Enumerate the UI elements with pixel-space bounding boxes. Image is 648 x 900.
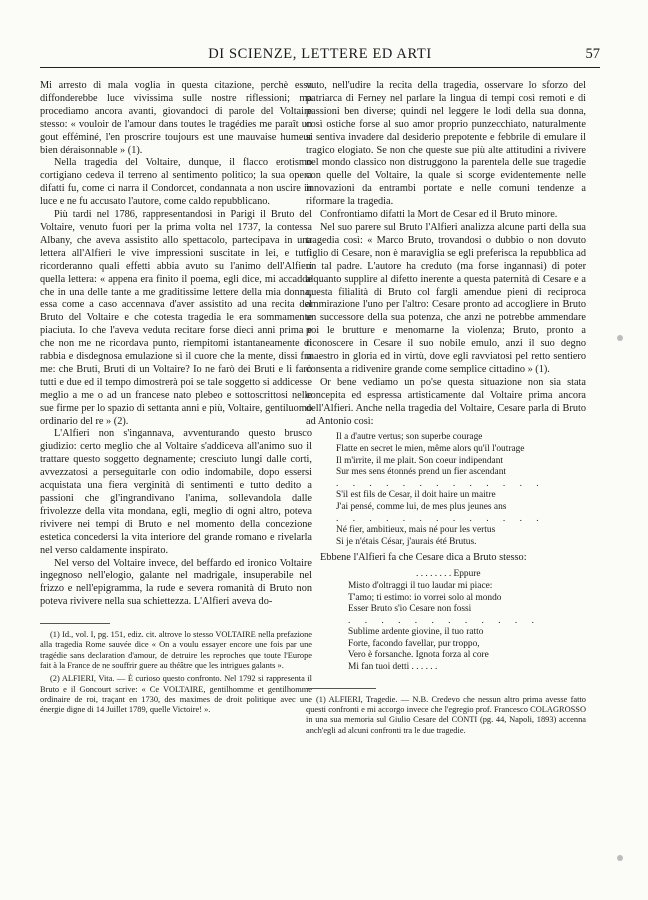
right-paragraph-2: Confrontiamo difatti la Mort de Cesar ed il Bruto minore. <box>320 209 558 221</box>
right-paragraph-3: Nel suo parere sul Bruto l'Alfieri analizza alcune parti della sua tragedia così: « Marco Bruto, trovandosi o dubbio o non dovuto figlio di Cesare, non è maraviglia se egli preferisca la repubblica ad un tal padre. L'autore ha creduto (ma forse ingannasi) di poter alquanto supplire al difetto inerente a questa paternità di Cesare e a questa filialità di Bruto col fargli amendue pieni di reciproca ammirazione l'uno per l'altro: Cesare pronto ad accogliere in Bruto un successore della sua potenza, che anzi ne potrebbe ammendare poi le brutture e menomarne la violenza; Bruto, pronto a riconoscere in Cesare il suo nobile emulo, anzi il suo degno maestro in gloria ed in virtù, dove egli ravviatosi pel retto sentiero consenta a ridivenire grande come semplice cittadino » (1). <box>306 221 586 375</box>
verse-line: Flatte en secret le mien, même alors qu'il l'outrage <box>336 444 525 455</box>
verse-word: Eppure <box>453 569 481 580</box>
running-title: DI SCIENZE, LETTERE ED ARTI <box>208 46 432 62</box>
left-column <box>40 80 312 719</box>
verse-line: Forte, facondo favellar, pur troppo, <box>348 638 480 649</box>
verse-line: Il m'irrite, il me plait. Son coeur indipendant <box>336 455 504 466</box>
verse-line: Si je n'étais César, j'aurais été Brutus. <box>336 536 477 547</box>
verse-ellipsis: . . . . . . . . <box>416 569 452 580</box>
footnote-rule <box>306 688 376 689</box>
verse-line: J'ai pensé, comme lui, de mes plus jeunes ans <box>336 502 507 513</box>
right-footnotes <box>306 695 586 736</box>
voltaire-verse <box>336 432 586 548</box>
left-paragraph-5: Nel verso del Voltaire invece, del beffardo ed ironico Voltaire ingegnoso nell'elogio, galante nel madrigale, insuperabile nel frizzo e nell'epigramma, la rude e severa romanità di Bruto non poteva rivivere nella sua schiettezza. L'Alfieri aveva do- <box>40 557 312 608</box>
footnote-1-right: (1) ALFIERI, Tragedie. — N.B. Credevo che nessun altro prima avesse fatto questi confronti e mi accorgo invece che l'egregio prof. Francesco COLAGROSSO in una sua memoria sul Giulio Cesare del CONTI (pg. 44, Napoli, 1893) accenna anch'egli ad alcuni confronti tra le due tragedie. <box>306 694 586 735</box>
left-paragraph-1: Mi arresto di mala voglia in questa citazione, perchè essa diffonderebbe luce vivissima sulle nostre riflessioni; ma procediamo ancora avanti, giovandoci di parole del Voltaire stesso: « vouloir de l'amour dans toutes le tragédies me paraît un gout efféminé, l'en proscrire toujours est une mauvaise humeur bien déraisonnable » (1). <box>40 80 312 156</box>
running-header <box>40 46 600 66</box>
scan-hole-mark <box>617 855 623 861</box>
verse-line: Vero è forsanche. Ignota forza al core <box>348 650 489 661</box>
verse-line: Né fier, ambitieux, mais né pour les vertus <box>336 525 496 536</box>
verse-ellipsis: . . . . . . <box>411 662 438 673</box>
right-paragraph-1: vuto, nell'udire la recita della tragedia, osservare lo sforzo del patriarca di Ferney nel parlare la lingua di tempi così remoti e di passioni ben diverse; quindi nel leggere le lodi della sua donna, così ostiche forse al suo amor proprio punzecchiato, naturalmente si sentiva invadere dal desiderio prepotente e febbrile di emulare il tragico elogiato. Se non che queste sue più alte attitudini a rivivere nel mondo classico non distruggono la parentela delle sue tragedie con quelle del Voltaire, la quale si scorge evidentemente nelle innovazioni da entrambi portate e nelle comuni tendenze a riformare la tragedia. <box>306 80 586 208</box>
verse-line <box>348 569 586 581</box>
footnote-rule <box>40 623 110 624</box>
left-footnotes <box>40 630 312 715</box>
verse-line: T'amo; ti estimo: io vorrei solo al mondo <box>348 592 502 603</box>
left-paragraph-2: Nella tragedia del Voltaire, dunque, il flacco erotismo cortigiano cedeva il terreno al sentimento politico; la sua opera difatti fu, come ci narra il Condorcet, condannata a non uscire in luce e ne fu accusato l'autore, come caldo repubblicano. <box>40 157 312 208</box>
verse-line: Sublime ardente giovine, il tuo ratto <box>348 627 484 638</box>
header-rule <box>40 67 600 68</box>
verse-line: Esser Bruto s'io Cesare non fossi <box>348 604 472 615</box>
scan-hole-mark <box>617 335 623 341</box>
verse-ellipsis: . . . . . . . . . . . . <box>348 615 540 626</box>
page-number: 57 <box>585 46 600 62</box>
right-paragraph-4: Or bene vediamo un po'se questa situazione non sia stata concepita ed espressa artisticamente dal Voltaire prima ancora dell'Alfieri. Anche nella tragedia del Voltaire, Cesare parla di Bruto ad Antonio così: <box>306 376 586 427</box>
footnote-1: (1) Id., vol. I, pg. 151, ediz. cit. altrove lo stesso VOLTAIRE nella prefazione alla tragedia Rome sauvée dice « On a voulu essayer encore une fois par une tragédie sans declaration d'amour, de detruire les reproches que toute l'Europe fait à la France de ne souffrir guere au théâtre que les intrigues galants ». <box>40 630 312 671</box>
verse-ellipsis: . . . . . . . . . . . . . <box>336 478 545 489</box>
verse-line: S'il est fils de Cesar, il doit haire un maitre <box>336 490 496 501</box>
verse-line <box>348 662 586 674</box>
verse-ellipsis: . . . . . . . . . . . . . <box>336 513 545 524</box>
verse-line: Il a d'autre vertus; son superbe courage <box>336 432 483 443</box>
left-paragraph-4: L'Alfieri non s'ingannava, avventurando questo brusco giudizio: certo meglio che al Voltaire s'addiceva all'animo suo il trattare questo soggetto degnamente; cresciuto lungi dalle corti, avvezzatosi a perseguitarle con odio indomabile, dopo essersi acquistata una fiera verginità di sentimenti e tutto dedito a passioni che gl'ingrandivano l'anima, sollevandola dalle frivolezze della vita mondana, egli, meglio di ogni altro, poteva rivivere nei tempi di Bruto e nel momento della concezione estetica concedersi la vita interiore del grande romano e rivelarla nel verso caldamente inspirato. <box>40 428 312 556</box>
verse-words: Mi fan tuoi detti <box>348 662 410 673</box>
verse-line: Misto d'oltraggi il tuo laudar mi piace: <box>348 580 493 591</box>
right-paragraph-5: Ebbene l'Alfieri fa che Cesare dica a Bruto stesso: <box>320 552 527 564</box>
alfieri-verse <box>348 569 586 673</box>
footnote-2: (2) ALFIERI, Vita. — È curioso questo confronto. Nel 1792 si rappresenta il Bruto e il Goncourt scrive: « Ce VOLTAIRE, gentilhomme et gentilhomme ordinaire de roi, traçant en 1730, des maximes de droit politique avec une énergie digne di 14 Juillet 1789, quelle Victoire! ». <box>40 674 312 715</box>
left-paragraph-3: Più tardi nel 1786, rappresentandosi in Parigi il Bruto del Voltaire, venuto fuori per la prima volta nel 1737, la contessa Albany, che aveva assistito allo spettacolo, partecipava in una lettera all'Alfieri le vive impressioni suscitate in lei, e tutti ricorderanno quali effetti abbia avuto su l'animo dell'Alfieri quella lettera: « appena era finito il poema, egli dice, mi accadde che in una delle tante a me graditissime lettere della mia donna, essa come a caso accennava d'aver assistito ad una recita del Bruto del Voltaire e che cotesta tragedia le era sommamente piaciuta. Io che l'aveva veduta recitare forse dieci anni prima e che non me ne ricordava punto, riempitomi istantaneamente di rabbia e disdegnosa emulazione sì il cuore che la mente, dissi fra me: che Bruti, Bruti di un Voltaire? Io ne farò dei Bruti e li farò tutti e due ed il tempo dimostrerà poi se tale soggetto si addicesse meglio a me o ad un francese nato plebeo e sottoscrittosi nelle sue firme per lo spazio di settanta anni e più, Voltaire, gentiluomo ordinario del re » (2). <box>40 209 312 427</box>
verse-line: Sur mes sens étonnés prend un fier ascendant <box>336 467 507 478</box>
right-column <box>306 80 586 739</box>
